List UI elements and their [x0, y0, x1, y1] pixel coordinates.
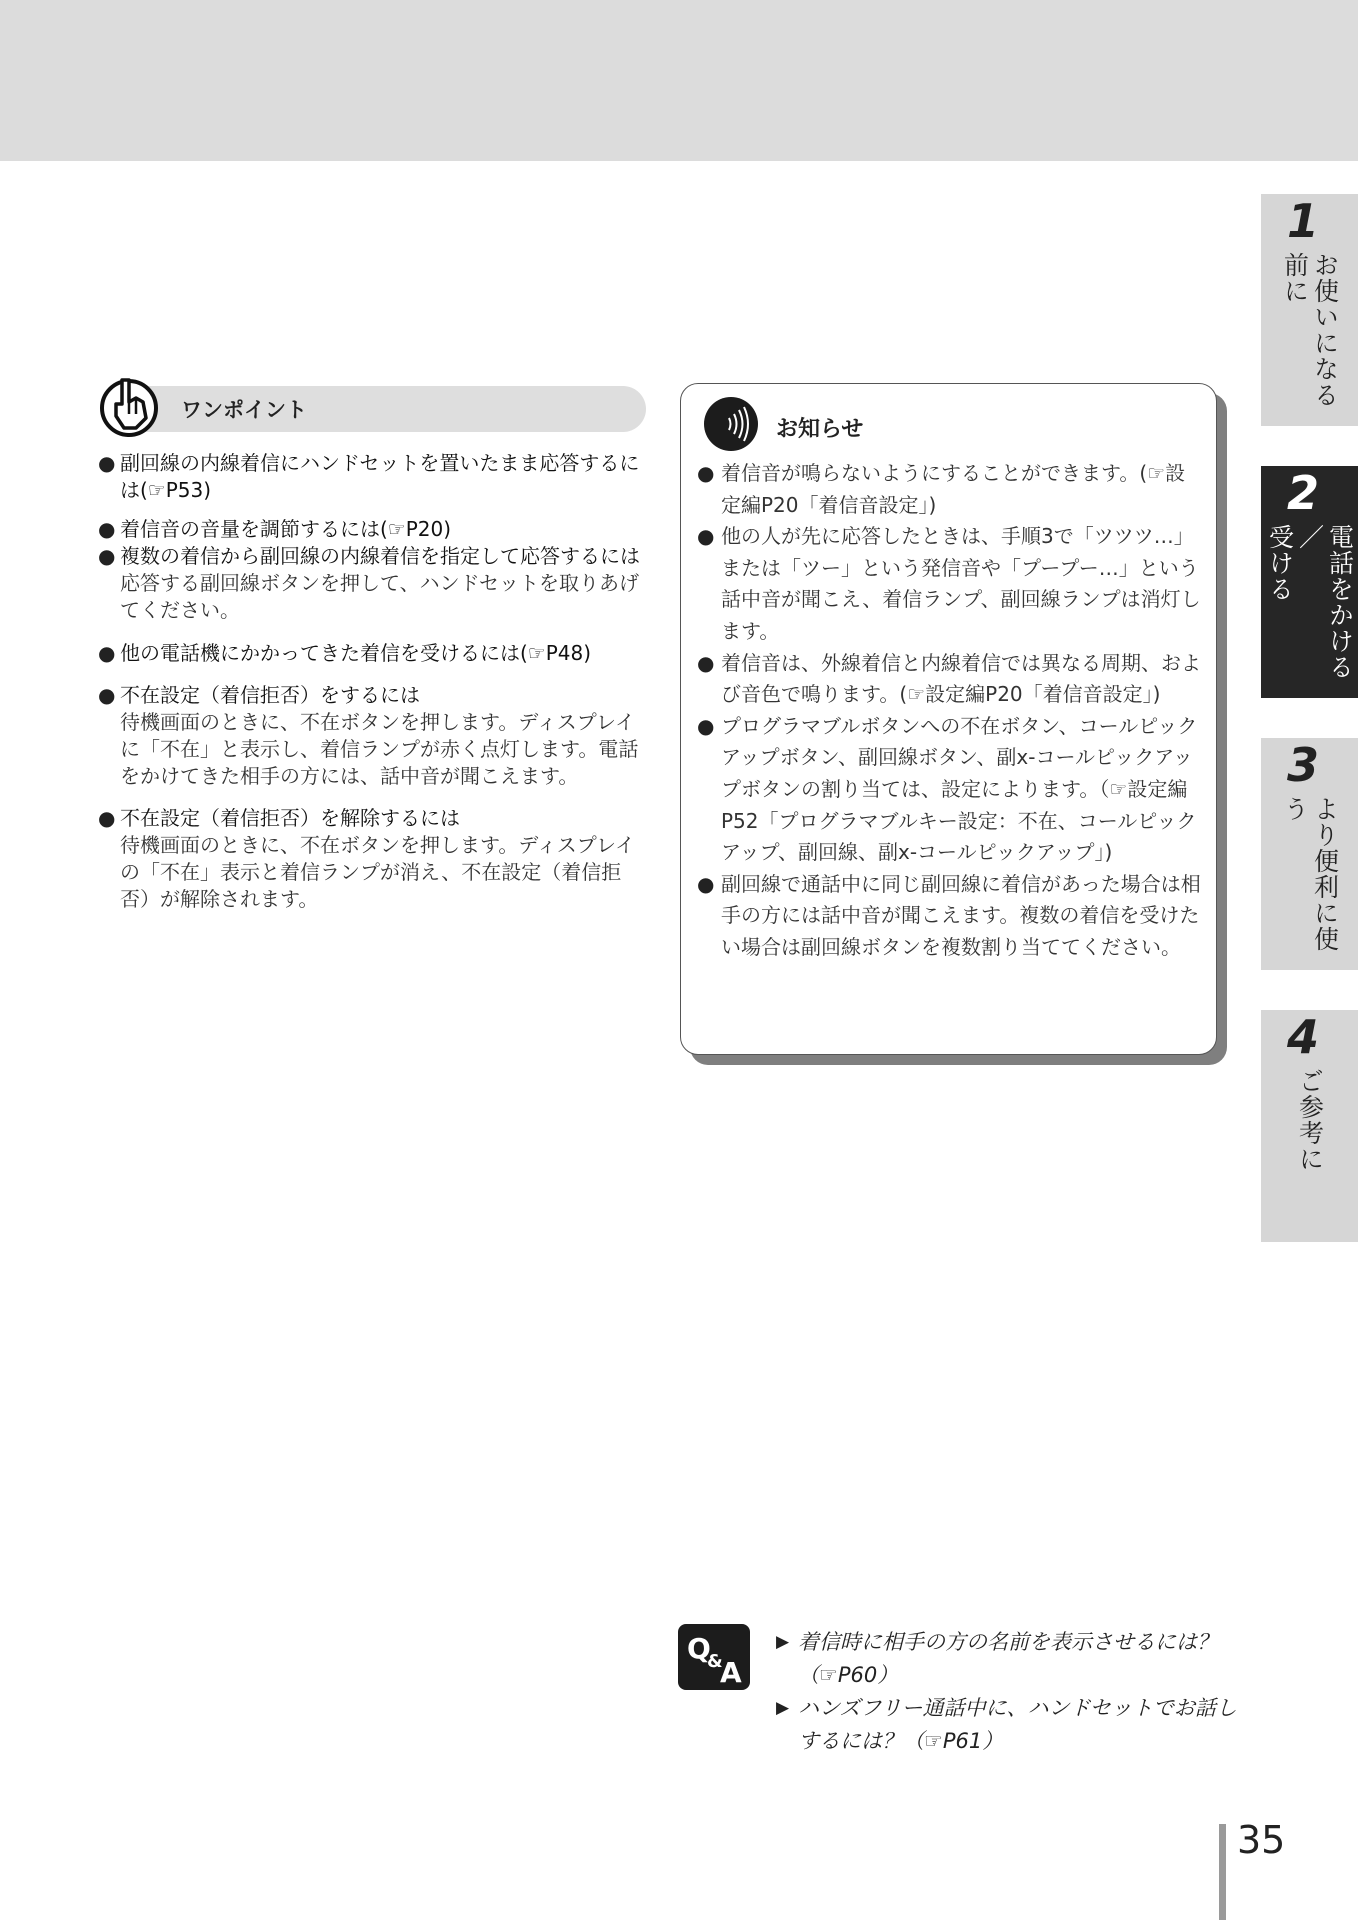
- bullet-icon: ●: [98, 544, 116, 568]
- chapter-number: 4: [1287, 1010, 1320, 1064]
- chapter-label: ご参考に: [1295, 1068, 1325, 1172]
- bullet-icon: ●: [98, 517, 116, 541]
- svg-text:A: A: [720, 1656, 742, 1689]
- list-item: [98, 450, 648, 504]
- list-item: [697, 869, 1203, 964]
- notice-list: [697, 458, 1203, 964]
- list-item: [98, 682, 648, 790]
- onepoint-list: [98, 450, 648, 913]
- bullet-icon: ●: [98, 806, 116, 830]
- list-item: [697, 648, 1203, 711]
- sound-wave-icon: [703, 396, 759, 452]
- item-text: 着信音が鳴らないようにすることができます。(☞設定編P20「着信音設定」): [721, 461, 1186, 517]
- qa-icon: [678, 1624, 750, 1690]
- bullet-icon: ●: [98, 451, 116, 475]
- chapter-tab-3[interactable]: [1261, 738, 1358, 970]
- item-body: 待機画面のときに、不在ボタンを押します。ディスプレイに「不在」と表示し、着信ランプが赤く点灯します。電話をかけてきた相手の方には、話中音が聞こえます。: [120, 710, 639, 788]
- notice-title: お知らせ: [776, 417, 864, 442]
- item-heading: 着信音の音量を調節するには(☞P20): [120, 517, 452, 541]
- list-item: [697, 711, 1203, 869]
- chapter-number: 2: [1287, 466, 1320, 520]
- list-item: [98, 543, 648, 624]
- qa-list: [776, 1626, 1246, 1758]
- qa-link[interactable]: [776, 1626, 1246, 1692]
- list-item: [98, 640, 648, 667]
- chapter-tab-1[interactable]: [1261, 194, 1358, 426]
- chapter-tab-2[interactable]: [1261, 466, 1358, 698]
- chapter-number: 3: [1287, 738, 1320, 792]
- page-number: 35: [1237, 1818, 1286, 1862]
- item-heading: 不在設定（着信拒否）を解除するには: [120, 806, 460, 830]
- chapter-tab-4[interactable]: [1261, 1010, 1358, 1242]
- onepoint-title: ワンポイント: [181, 398, 307, 422]
- chapter-label: より便利に使う: [1280, 796, 1340, 952]
- item-heading: 副回線の内線着信にハンドセットを置いたまま応答するには(☞P53): [120, 451, 640, 502]
- triangle-right-icon: ▶: [776, 1632, 790, 1652]
- item-text: プログラマブルボタンへの不在ボタン、コールピックアップボタン、副回線ボタン、副x-コールピックアップボタンの割り当ては、設定によります。（☞設定編P52「プログラマブルキー設定：不在、コールピックアップ、副回線、副x-コールピックアップ」): [721, 713, 1198, 865]
- page-number-bar: [1219, 1824, 1226, 1920]
- item-body: 待機画面のときに、不在ボタンを押します。ディスプレイの「不在」表示と着信ランプが消え、不在設定（着信拒否）が解除されます。: [120, 833, 635, 911]
- triangle-right-icon: ▶: [776, 1698, 790, 1718]
- chapter-number: 1: [1287, 194, 1320, 248]
- item-heading: 不在設定（着信拒否）をするには: [120, 683, 420, 707]
- bullet-icon: ●: [98, 683, 116, 707]
- qa-text: ハンズフリー通話中に、ハンドセットでお話しするには？（☞P61）: [798, 1696, 1237, 1753]
- bullet-icon: ●: [697, 461, 715, 485]
- list-item: [98, 805, 648, 913]
- item-body: 応答する副回線ボタンを押して、ハンドセットを取りあげてください。: [120, 571, 639, 622]
- item-heading: 他の電話機にかかってきた着信を受けるには(☞P48): [120, 641, 592, 665]
- chapter-label: お使いになる 前に: [1280, 252, 1340, 408]
- bullet-icon: ●: [697, 871, 715, 896]
- qa-text: 着信時に相手の方の名前を表示させるには？（☞P60）: [798, 1630, 1218, 1687]
- item-heading: 複数の着信から副回線の内線着信を指定して応答するには: [120, 544, 640, 568]
- item-text: 着信音は、外線着信と内線着信では異なる周期、および音色で鳴ります。(☞設定編P20「着信音設定」): [721, 650, 1201, 707]
- pointing-hand-icon: [96, 372, 162, 438]
- item-text: 副回線で通話中に同じ副回線に着信があった場合は相手の方には話中音が聞こえます。複数の着信を受けたい場合は副回線ボタンを複数割り当ててください。: [721, 871, 1201, 959]
- bullet-icon: ●: [697, 713, 715, 738]
- svg-text:Q: Q: [687, 1632, 711, 1665]
- header-band: [0, 0, 1358, 161]
- item-text: 他の人が先に応答したときは、手順3で「ツツツ…」または「ツー」という発信音や「プープー…」という話中音が聞こえ、着信ランプ、副回線ランプは消灯します。: [721, 524, 1201, 643]
- bullet-icon: ●: [98, 641, 116, 665]
- list-item: [98, 516, 648, 543]
- svg-text:&: &: [707, 1651, 723, 1672]
- bullet-icon: ●: [697, 524, 715, 549]
- chapter-label: 電話をかける／ 受ける: [1265, 524, 1355, 680]
- qa-link[interactable]: [776, 1692, 1246, 1758]
- list-item: [697, 458, 1203, 521]
- list-item: [697, 521, 1203, 647]
- bullet-icon: ●: [697, 650, 715, 675]
